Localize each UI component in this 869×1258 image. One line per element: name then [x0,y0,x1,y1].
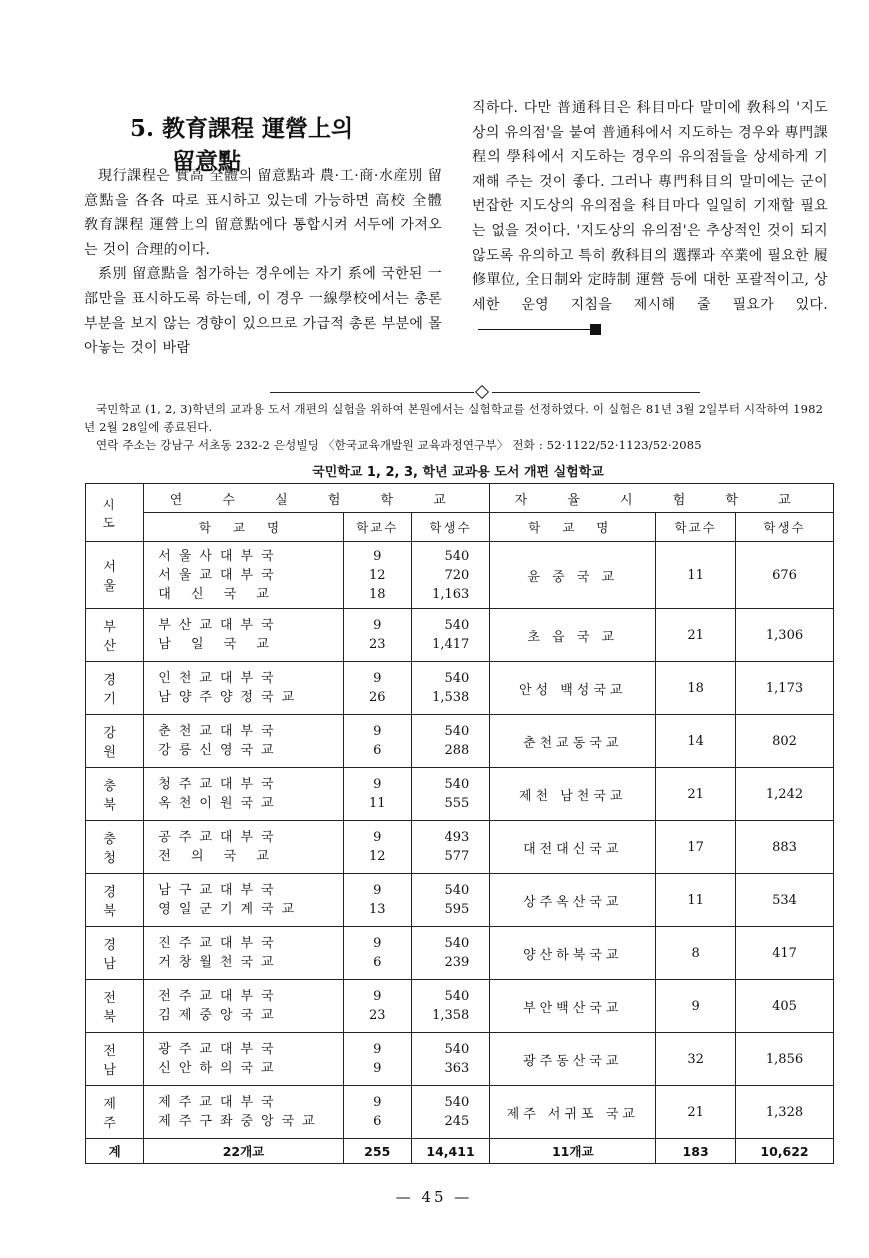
autonomous-school-count: 21 [656,1086,736,1139]
school-count: 9 [373,830,382,845]
student-count-cell [411,1086,490,1139]
student-count-cell [411,1033,490,1086]
student-count-cell [411,715,490,768]
school-name: 강릉신영국교 [158,743,282,758]
autonomous-student-count: 417 [736,927,834,980]
school-count: 12 [368,567,386,583]
total-schools: 22개교 [144,1139,343,1164]
student-count: 540 [444,777,470,792]
student-count: 1,358 [432,1008,470,1023]
autonomous-student-count: 1,306 [736,609,834,662]
region-cell: 제 주 [86,1086,144,1139]
autonomous-student-count: 802 [736,715,834,768]
total-auto-students: 10,622 [736,1139,834,1164]
autonomous-student-count: 1,328 [736,1086,834,1139]
notice-paragraph: 국민학교 (1, 2, 3)학년의 교과용 도서 개편의 실험을 위하여 본원에서는 실험학교를 선정하였다. 이 실험은 81년 3월 2일부터 시작하여 1982년 2월 28일에 종료된다. [84,402,824,434]
student-count: 555 [444,796,470,811]
school-count-cell [343,768,411,821]
autonomous-school-name: 광주동산국교 [490,1033,656,1086]
school-name: 김제중앙국교 [158,1008,282,1023]
autonomous-school-name: 대전대신국교 [490,821,656,874]
autonomous-school-name: 춘천교동국교 [490,715,656,768]
student-count: 1,538 [432,690,470,705]
school-count: 9 [373,936,382,951]
school-count-cell [343,1033,411,1086]
body-column-right [472,96,828,342]
school-names-cell [144,542,343,609]
autonomous-school-count: 14 [656,715,736,768]
student-count: 577 [444,849,470,864]
school-count-cell [343,927,411,980]
school-count-cell [343,715,411,768]
student-count: 720 [444,567,470,583]
student-count: 540 [444,724,470,739]
autonomous-school-name: 양산하북국교 [490,927,656,980]
student-count-cell [411,980,490,1033]
school-names-cell [144,609,343,662]
table-row [86,662,834,715]
header-group-autonomous: 자 율 시 험 학 교 [490,484,834,513]
body-paragraph: 직하다. 다만 普通科目은 科目마다 말미에 敎科의 '지도상의 유의점'을 붙여 普通科에서 지도하는 경우와 專門課程의 學科에서 지도하는 경우의 유의점들을 상세하게 기재해 주는 것이 좋다. 그러나 專門科目의 말미에는 군이 번잡한 지도상의 유의점을 科目마다 일일히 기재할 필요는 없을 것이다. '지도상의 유의점'은 추상적인 것이 되지 않도록 유의하고 특히 敎科目의 選擇과 卒業에 필요한 履修單位, 全日制와 定時制 運營 등에 대한 포괄적이고, 상세한 운영 지침을 제시해 줄 필요가 있다. [472,96,828,342]
school-name: 청주교대부국 [158,777,282,792]
notice-contact: 연락 주소는 강남구 서초동 232-2 은성빌딩 〈한국교육개발원 교육과정연구부〉 전화 : 52·1122/52·1123/52·2085 [96,438,702,452]
total-label: 계 [86,1139,144,1164]
section-title-line1: 5. 教育課程 運營上의 [130,115,354,142]
body-column-left [84,164,442,361]
student-count: 245 [444,1114,470,1129]
autonomous-school-count: 18 [656,662,736,715]
student-count: 540 [444,936,470,951]
student-count: 540 [444,618,470,633]
school-count: 11 [368,796,386,811]
school-name: 거창월천국교 [158,955,282,970]
autonomous-student-count: 883 [736,821,834,874]
autonomous-school-count: 32 [656,1033,736,1086]
total-students: 14,411 [411,1139,490,1164]
school-count-cell [343,821,411,874]
school-name: 영일군기계국교 [158,902,303,917]
school-name: 서울사대부국 [158,548,282,564]
header-school-name: 학 교 명 [144,513,343,542]
school-name: 서울교대부국 [158,567,282,583]
school-count: 12 [368,849,386,864]
autonomous-student-count: 534 [736,874,834,927]
school-count: 9 [373,1095,382,1110]
school-names-cell [144,715,343,768]
autonomous-school-name: 제주 서귀포 국교 [490,1086,656,1139]
school-name: 제주교대부국 [158,1095,282,1110]
table-row [86,980,834,1033]
autonomous-student-count: 1,242 [736,768,834,821]
header-school-count: 학교수 [343,513,411,542]
school-name: 신안하의국교 [158,1061,282,1076]
region-cell: 경 기 [86,662,144,715]
page-number: — 45 — [395,1188,473,1206]
header-school-name: 학 교 명 [490,513,656,542]
region-cell: 부 산 [86,609,144,662]
student-count-cell [411,874,490,927]
student-count-cell [411,662,490,715]
school-count: 9 [373,618,382,633]
total-count: 255 [343,1139,411,1164]
autonomous-school-name: 상주옥산국교 [490,874,656,927]
section-divider [270,386,700,398]
student-count: 493 [444,830,470,845]
total-auto-count: 183 [656,1139,736,1164]
school-count-cell [343,542,411,609]
region-cell: 경 남 [86,927,144,980]
student-count: 239 [444,955,470,970]
region-cell: 경 북 [86,874,144,927]
table-row [86,768,834,821]
school-name: 광주교대부국 [158,1042,282,1057]
school-count: 18 [368,586,386,602]
table-row [86,715,834,768]
autonomous-school-name: 초 읍 국 교 [490,609,656,662]
autonomous-student-count: 676 [736,542,834,609]
school-names-cell [144,768,343,821]
school-name: 인천교대부국 [158,671,282,686]
table-total-row [86,1139,834,1164]
school-count: 9 [373,724,382,739]
body-paragraph: 系別 留意點을 첨가하는 경우에는 자기 系에 국한된 一部만을 표시하도록 하는데, 이 경우 一線學校에서는 총론 부분을 보지 않는 경향이 있으므로 가급적 총론 부분에 몰아놓는 것이 바람 [84,266,442,357]
header-student-count: 학생수 [736,513,834,542]
autonomous-school-name: 제천 남천국교 [490,768,656,821]
school-name: 공주교대부국 [158,830,282,845]
student-count: 1,163 [432,586,470,602]
autonomous-school-name: 윤 중 국 교 [490,542,656,609]
school-names-cell [144,1086,343,1139]
school-count-cell [343,980,411,1033]
school-name: 남구교대부국 [158,883,282,898]
school-count: 6 [373,743,382,758]
school-count: 13 [368,902,386,917]
table-row [86,874,834,927]
school-name: 춘천교대부국 [158,724,282,739]
autonomous-student-count: 405 [736,980,834,1033]
student-count-cell [411,768,490,821]
school-count: 23 [368,637,386,652]
autonomous-school-count: 8 [656,927,736,980]
table-row [86,927,834,980]
region-cell: 서 울 [86,542,144,609]
school-name: 남 일 국 교 [158,637,277,652]
header-student-count: 학생수 [411,513,490,542]
school-count: 9 [373,883,382,898]
end-rule [478,329,590,330]
table-row [86,1033,834,1086]
header-group-training: 연 수 실 험 학 교 [144,484,490,513]
school-count: 9 [373,548,382,564]
school-name: 남양주양정국교 [158,690,303,705]
section-title-line2: 留意點 [172,148,241,175]
autonomous-school-count: 11 [656,542,736,609]
autonomous-school-count: 21 [656,768,736,821]
student-count: 540 [444,989,470,1004]
school-names-cell [144,980,343,1033]
school-count: 9 [373,1061,382,1076]
school-count: 9 [373,1042,382,1057]
school-name: 제주구좌중앙국교 [158,1114,323,1129]
student-count: 288 [444,743,470,758]
school-name: 부산교대부국 [158,618,282,633]
student-count: 540 [444,883,470,898]
region-cell: 충 청 [86,821,144,874]
student-count-cell [411,542,490,609]
autonomous-school-count: 11 [656,874,736,927]
autonomous-school-count: 9 [656,980,736,1033]
school-names-cell [144,927,343,980]
autonomous-school-count: 21 [656,609,736,662]
autonomous-school-name: 부안백산국교 [490,980,656,1033]
school-names-cell [144,1033,343,1086]
school-name: 진주교대부국 [158,936,282,951]
region-cell: 강 원 [86,715,144,768]
school-count: 9 [373,989,382,1004]
student-count-cell [411,609,490,662]
school-count: 9 [373,671,382,686]
school-count: 6 [373,1114,382,1129]
region-cell: 충 북 [86,768,144,821]
divider-line [492,392,700,393]
table-title: 국민학교 1, 2, 3, 학년 교과용 도서 개편 실험학교 [312,465,604,480]
autonomous-school-count: 17 [656,821,736,874]
student-count: 595 [444,902,470,917]
end-square-mark [590,324,601,335]
student-count: 1,417 [432,637,470,652]
school-names-cell [144,874,343,927]
table-row [86,1086,834,1139]
student-count: 540 [444,1095,470,1110]
experimental-schools-table [85,483,834,1164]
school-name: 옥천이원국교 [158,796,282,811]
header-region: 시 도 [86,484,144,542]
school-name: 전 의 국 교 [158,849,277,864]
school-count: 26 [368,690,386,705]
student-count: 540 [444,671,470,686]
diamond-ornament-icon [475,385,489,399]
autonomous-school-name: 안성 백성국교 [490,662,656,715]
school-count: 23 [368,1008,386,1023]
student-count: 363 [444,1061,470,1076]
region-cell: 전 남 [86,1033,144,1086]
school-count-cell [343,1086,411,1139]
school-count-cell [343,662,411,715]
total-auto-schools: 11개교 [490,1139,656,1164]
divider-line [270,392,474,393]
table-row [86,609,834,662]
notice-block [84,400,832,454]
student-count-cell [411,927,490,980]
school-count: 9 [373,777,382,792]
student-count-cell [411,821,490,874]
school-count-cell [343,874,411,927]
table-row [86,821,834,874]
autonomous-student-count: 1,173 [736,662,834,715]
school-count: 6 [373,955,382,970]
region-cell: 전 북 [86,980,144,1033]
school-count-cell [343,609,411,662]
school-names-cell [144,821,343,874]
body-paragraph: 現行課程은 實高 全體의 留意點과 農·工·商·水産別 留意點을 各各 따로 표시하고 있는데 가능하면 高校 全體 敎育課程 運營上의 留意點에다 통합시켜 서두에 가져오는 것이 合理的이다. [84,168,442,258]
table-row [86,542,834,609]
student-count: 540 [444,1042,470,1057]
header-school-count: 학교수 [656,513,736,542]
school-name: 전주교대부국 [158,989,282,1004]
school-names-cell [144,662,343,715]
school-name: 대 신 국 교 [158,586,277,602]
autonomous-student-count: 1,856 [736,1033,834,1086]
student-count: 540 [444,548,470,564]
